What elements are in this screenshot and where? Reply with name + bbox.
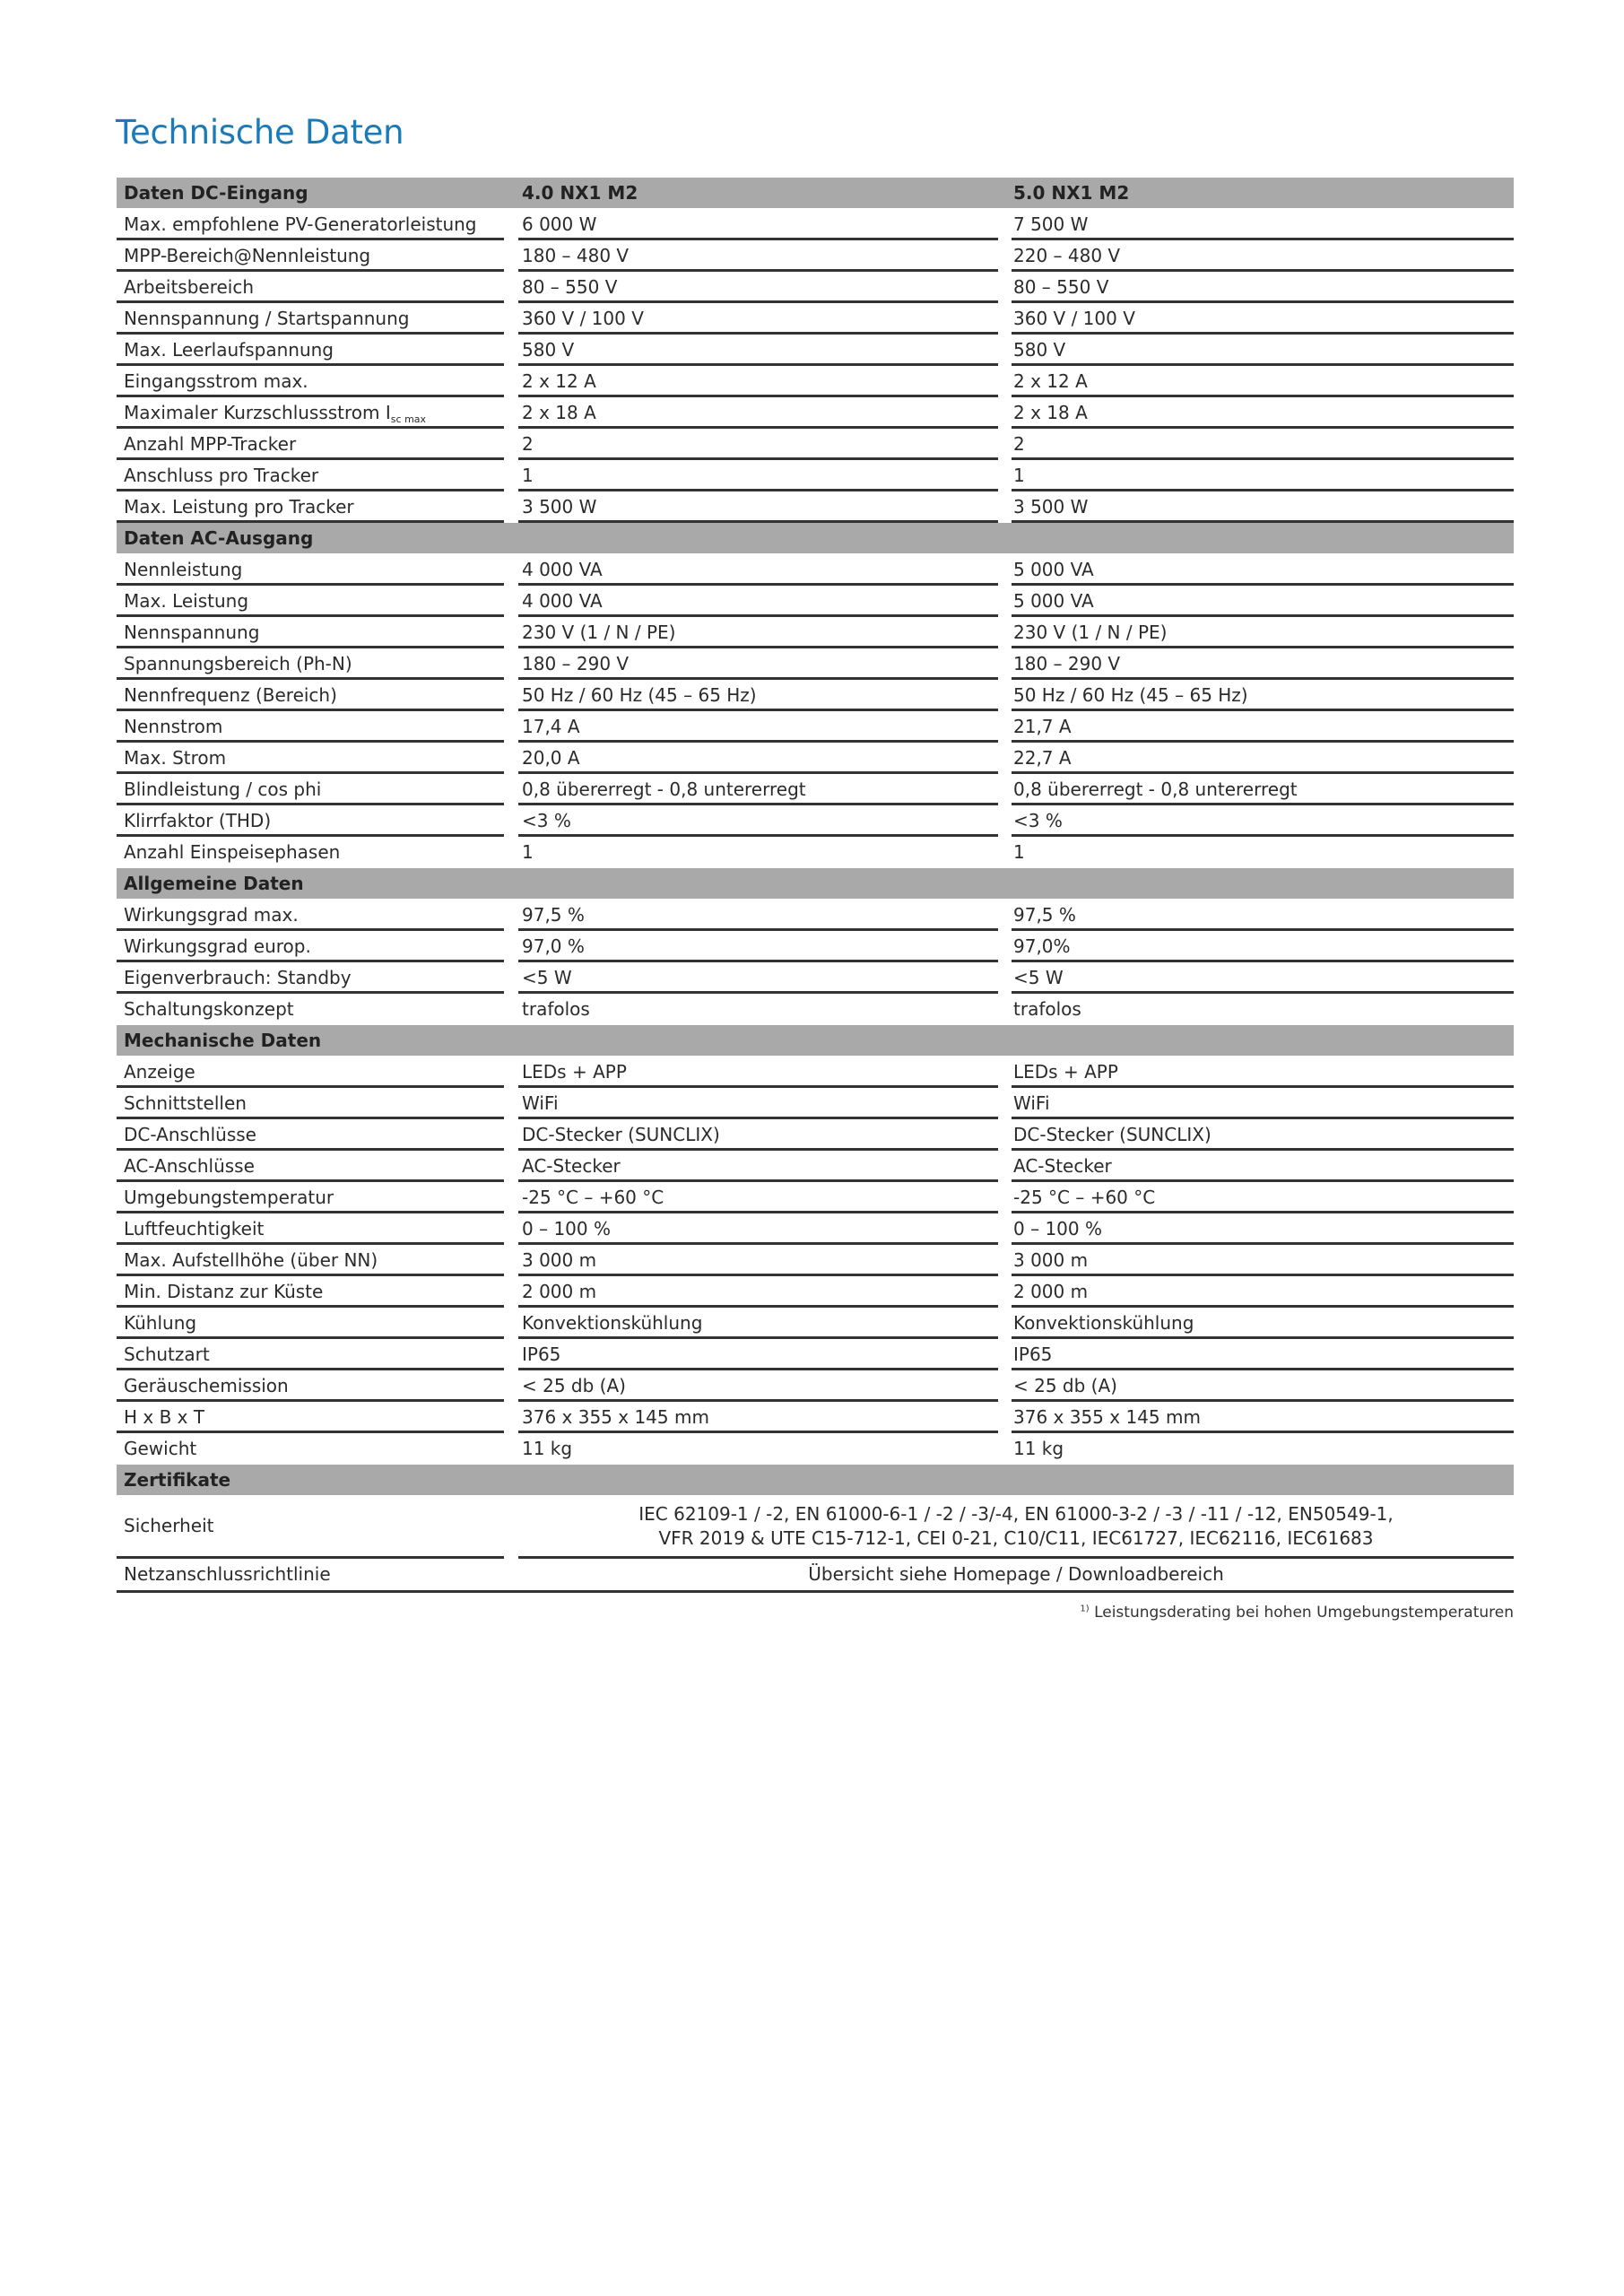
row-value-5kw: 80 – 550 V: [1012, 272, 1514, 303]
section-header-dc: [117, 178, 1514, 208]
table-row: [117, 303, 1514, 335]
row-label: Luftfeuchtigkeit: [117, 1213, 504, 1245]
table-row: [117, 554, 1514, 586]
row-label: Spannungsbereich (Ph-N): [117, 648, 504, 680]
row-label: Umgebungstemperatur: [117, 1182, 504, 1213]
row-label: Klirrfaktor (THD): [117, 805, 504, 837]
row-label: Kühlung: [117, 1308, 504, 1339]
row-label: Nennleistung: [117, 554, 504, 586]
row-value-4kw: 180 – 480 V: [518, 240, 998, 272]
table-row: [117, 1433, 1514, 1465]
row-label: Min. Distanz zur Küste: [117, 1276, 504, 1308]
row-value-4kw: WiFi: [518, 1088, 998, 1119]
row-value-5kw: LEDs + APP: [1012, 1057, 1514, 1088]
table-row: [117, 1245, 1514, 1276]
table-row: [117, 240, 1514, 272]
table-row: [117, 994, 1514, 1025]
table-row: [117, 1276, 1514, 1308]
row-value-4kw: 97,5 %: [518, 900, 998, 931]
row-label: AC-Anschlüsse: [117, 1151, 504, 1182]
row-label: MPP-Bereich@Nennleistung: [117, 240, 504, 272]
row-value-4kw: 230 V (1 / N / PE): [518, 617, 998, 648]
row-value-5kw: 5 000 VA: [1012, 586, 1514, 617]
section-title: Allgemeine Daten: [124, 873, 304, 894]
table-row: [117, 1182, 1514, 1213]
row-value-4kw: -25 °C – +60 °C: [518, 1182, 998, 1213]
row-value-4kw: <3 %: [518, 805, 998, 837]
row-value-4kw: <5 W: [518, 962, 998, 994]
row-value-4kw: 3 500 W: [518, 491, 998, 523]
row-value-5kw: <5 W: [1012, 962, 1514, 994]
row-value-5kw: 3 500 W: [1012, 491, 1514, 523]
row-value-5kw: 180 – 290 V: [1012, 648, 1514, 680]
table-row: [117, 491, 1514, 523]
row-value-4kw: 1: [522, 841, 534, 863]
row-value-5kw: <3 %: [1012, 805, 1514, 837]
row-label: Anzahl Einspeisephasen: [124, 841, 341, 863]
table-row: [117, 617, 1514, 648]
row-value-4kw: 360 V / 100 V: [518, 303, 998, 335]
table-row: [117, 931, 1514, 962]
row-label: H x B x T: [117, 1402, 504, 1433]
row-value-4kw: 2 000 m: [518, 1276, 998, 1308]
row-label: Sicherheit: [117, 1496, 504, 1559]
table-row: [117, 366, 1514, 397]
table-row: [117, 743, 1514, 774]
row-label: Max. Leerlaufspannung: [117, 335, 504, 366]
row-value-5kw: AC-Stecker: [1012, 1151, 1514, 1182]
footnote-mark: 1): [1080, 1604, 1090, 1614]
section-title: Zertifikate: [124, 1469, 231, 1491]
row-value-4kw: 97,0 %: [518, 931, 998, 962]
row-value-4kw: 4 000 VA: [518, 586, 998, 617]
row-value-4kw: 6 000 W: [518, 209, 998, 240]
row-value-5kw: 1: [1013, 841, 1025, 863]
table-row: [117, 805, 1514, 837]
row-value-5kw: 376 x 355 x 145 mm: [1012, 1402, 1514, 1433]
row-value-4kw: 580 V: [518, 335, 998, 366]
table-row-safety: [117, 1496, 1514, 1559]
column-header-5kw: 5.0 NX1 M2: [1013, 182, 1130, 204]
footnote: [1080, 1604, 1514, 1622]
row-label: Max. Aufstellhöhe (über NN): [117, 1245, 504, 1276]
row-label: Blindleistung / cos phi: [117, 774, 504, 805]
section-title: Mechanische Daten: [124, 1030, 322, 1051]
row-value-4kw: DC-Stecker (SUNCLIX): [518, 1119, 998, 1151]
row-value-5kw: Konvektionskühlung: [1012, 1308, 1514, 1339]
row-label: Wirkungsgrad europ.: [117, 931, 504, 962]
page-title: Technische Daten: [116, 113, 404, 152]
table-row: [117, 1088, 1514, 1119]
table-row: [117, 1339, 1514, 1370]
row-label: Nennstrom: [117, 711, 504, 743]
row-value-4kw: 17,4 A: [518, 711, 998, 743]
row-value-5kw: 3 000 m: [1012, 1245, 1514, 1276]
row-value-5kw: DC-Stecker (SUNCLIX): [1012, 1119, 1514, 1151]
row-value-5kw: 0 – 100 %: [1012, 1213, 1514, 1245]
table-row: [117, 962, 1514, 994]
row-label: Wirkungsgrad max.: [117, 900, 504, 931]
row-value-5kw: 2 000 m: [1012, 1276, 1514, 1308]
row-label-text: Maximaler Kurzschlussstrom I: [124, 402, 391, 423]
row-label: Eingangsstrom max.: [117, 366, 504, 397]
row-value-4kw: 3 000 m: [518, 1245, 998, 1276]
row-label: Anzahl MPP-Tracker: [117, 429, 504, 460]
table-row: [117, 586, 1514, 617]
row-label: Nennfrequenz (Bereich): [117, 680, 504, 711]
row-value-5kw: WiFi: [1012, 1088, 1514, 1119]
row-value-4kw: 0 – 100 %: [518, 1213, 998, 1245]
section-header-certificates: [117, 1465, 1514, 1495]
row-value-4kw: 376 x 355 x 145 mm: [518, 1402, 998, 1433]
row-value-4kw: 1: [518, 460, 998, 491]
row-value-5kw: 220 – 480 V: [1012, 240, 1514, 272]
row-label: DC-Anschlüsse: [117, 1119, 504, 1151]
row-label: Schnittstellen: [117, 1088, 504, 1119]
table-row: [117, 429, 1514, 460]
row-label: Max. empfohlene PV-Generatorleistung: [117, 209, 504, 240]
table-row: [117, 1213, 1514, 1245]
row-label: Eigenverbrauch: Standby: [117, 962, 504, 994]
table-row: [117, 1370, 1514, 1402]
row-value-4kw: 2 x 12 A: [518, 366, 998, 397]
row-value-5kw: -25 °C – +60 °C: [1012, 1182, 1514, 1213]
row-value-5kw: < 25 db (A): [1012, 1370, 1514, 1402]
row-value-4kw: 80 – 550 V: [518, 272, 998, 303]
section-header-mechanical: [117, 1025, 1514, 1056]
row-label: Geräuschemission: [117, 1370, 504, 1402]
table-row: [117, 711, 1514, 743]
row-label: Max. Leistung pro Tracker: [117, 491, 504, 523]
row-value-5kw: 50 Hz / 60 Hz (45 – 65 Hz): [1012, 680, 1514, 711]
row-label: Nennspannung / Startspannung: [117, 303, 504, 335]
row-value-4kw: LEDs + APP: [518, 1057, 998, 1088]
row-value-5kw: 2 x 18 A: [1012, 397, 1514, 429]
row-value-5kw: 0,8 übererregt - 0,8 untererregt: [1012, 774, 1514, 805]
row-value-4kw: 180 – 290 V: [518, 648, 998, 680]
section-title: Daten AC-Ausgang: [124, 527, 314, 549]
row-label: Gewicht: [124, 1438, 197, 1459]
row-value-5kw: IP65: [1012, 1339, 1514, 1370]
row-value-4kw: IP65: [518, 1339, 998, 1370]
row-value-4kw: 2 x 18 A: [518, 397, 998, 429]
row-value-5kw: 580 V: [1012, 335, 1514, 366]
table-row: [117, 1057, 1514, 1088]
row-value-5kw: 21,7 A: [1012, 711, 1514, 743]
row-value-4kw: < 25 db (A): [518, 1370, 998, 1402]
row-value-4kw: trafolos: [522, 998, 590, 1020]
section-title: Daten DC-Eingang: [124, 182, 308, 204]
table-row: [117, 1151, 1514, 1182]
row-value-4kw: 11 kg: [522, 1438, 573, 1459]
row-label: [117, 397, 504, 429]
row-label: Anzeige: [117, 1057, 504, 1088]
row-value-5kw: 2: [1012, 429, 1514, 460]
row-value-4kw: 50 Hz / 60 Hz (45 – 65 Hz): [518, 680, 998, 711]
table-row: [117, 1402, 1514, 1433]
row-value-5kw: trafolos: [1013, 998, 1081, 1020]
row-value-5kw: 1: [1012, 460, 1514, 491]
table-row: [117, 460, 1514, 491]
table-row: [117, 397, 1514, 429]
row-label: Schutzart: [117, 1339, 504, 1370]
table-row: [117, 774, 1514, 805]
row-label-subscript: sc max: [390, 413, 427, 425]
row-value-4kw: AC-Stecker: [518, 1151, 998, 1182]
table-row-grid-code: [117, 1559, 1514, 1593]
row-value-5kw: 22,7 A: [1012, 743, 1514, 774]
section-header-general: [117, 868, 1514, 899]
table-row: [117, 648, 1514, 680]
row-value-5kw: 230 V (1 / N / PE): [1012, 617, 1514, 648]
table-row: [117, 680, 1514, 711]
certificates-line-2: VFR 2019 & UTE C15-712-1, CEI 0-21, C10/C11, IEC61727, IEC62116, IEC61683: [658, 1527, 1374, 1549]
table-row: [117, 900, 1514, 931]
row-value-5kw: 7 500 W: [1012, 209, 1514, 240]
row-label: Arbeitsbereich: [117, 272, 504, 303]
footnote-text: Leistungsderating bei hohen Umgebungstemperaturen: [1094, 1604, 1514, 1622]
section-header-ac: [117, 523, 1514, 553]
row-label: Nennspannung: [117, 617, 504, 648]
table-row: [117, 837, 1514, 868]
row-label: Anschluss pro Tracker: [117, 460, 504, 491]
row-value-4kw: 20,0 A: [518, 743, 998, 774]
row-label: Max. Leistung: [117, 586, 504, 617]
table-row: [117, 1308, 1514, 1339]
row-value-span: [518, 1496, 1514, 1559]
row-value-4kw: Konvektionskühlung: [518, 1308, 998, 1339]
row-value-5kw: 97,0%: [1012, 931, 1514, 962]
row-value-span: Übersicht siehe Homepage / Downloadbereich: [808, 1563, 1224, 1585]
column-header-4kw: 4.0 NX1 M2: [522, 182, 638, 204]
row-label: Netzanschlussrichtlinie: [124, 1563, 331, 1585]
row-label: Schaltungskonzept: [124, 998, 294, 1020]
row-value-5kw: 5 000 VA: [1012, 554, 1514, 586]
row-value-4kw: 2: [518, 429, 998, 460]
table-row: [117, 335, 1514, 366]
spec-table: [117, 178, 1514, 1593]
row-value-4kw: 0,8 übererregt - 0,8 untererregt: [518, 774, 998, 805]
table-row: [117, 272, 1514, 303]
row-value-5kw: 360 V / 100 V: [1012, 303, 1514, 335]
table-row: [117, 1119, 1514, 1151]
table-row: [117, 209, 1514, 240]
row-value-5kw: 97,5 %: [1012, 900, 1514, 931]
row-label: Max. Strom: [117, 743, 504, 774]
row-value-5kw: 2 x 12 A: [1012, 366, 1514, 397]
row-value-4kw: 4 000 VA: [518, 554, 998, 586]
certificates-line-1: IEC 62109-1 / -2, EN 61000-6-1 / -2 / -3/-4, EN 61000-3-2 / -3 / -11 / -12, EN50549-1,: [638, 1503, 1394, 1525]
row-value-5kw: 11 kg: [1013, 1438, 1064, 1459]
